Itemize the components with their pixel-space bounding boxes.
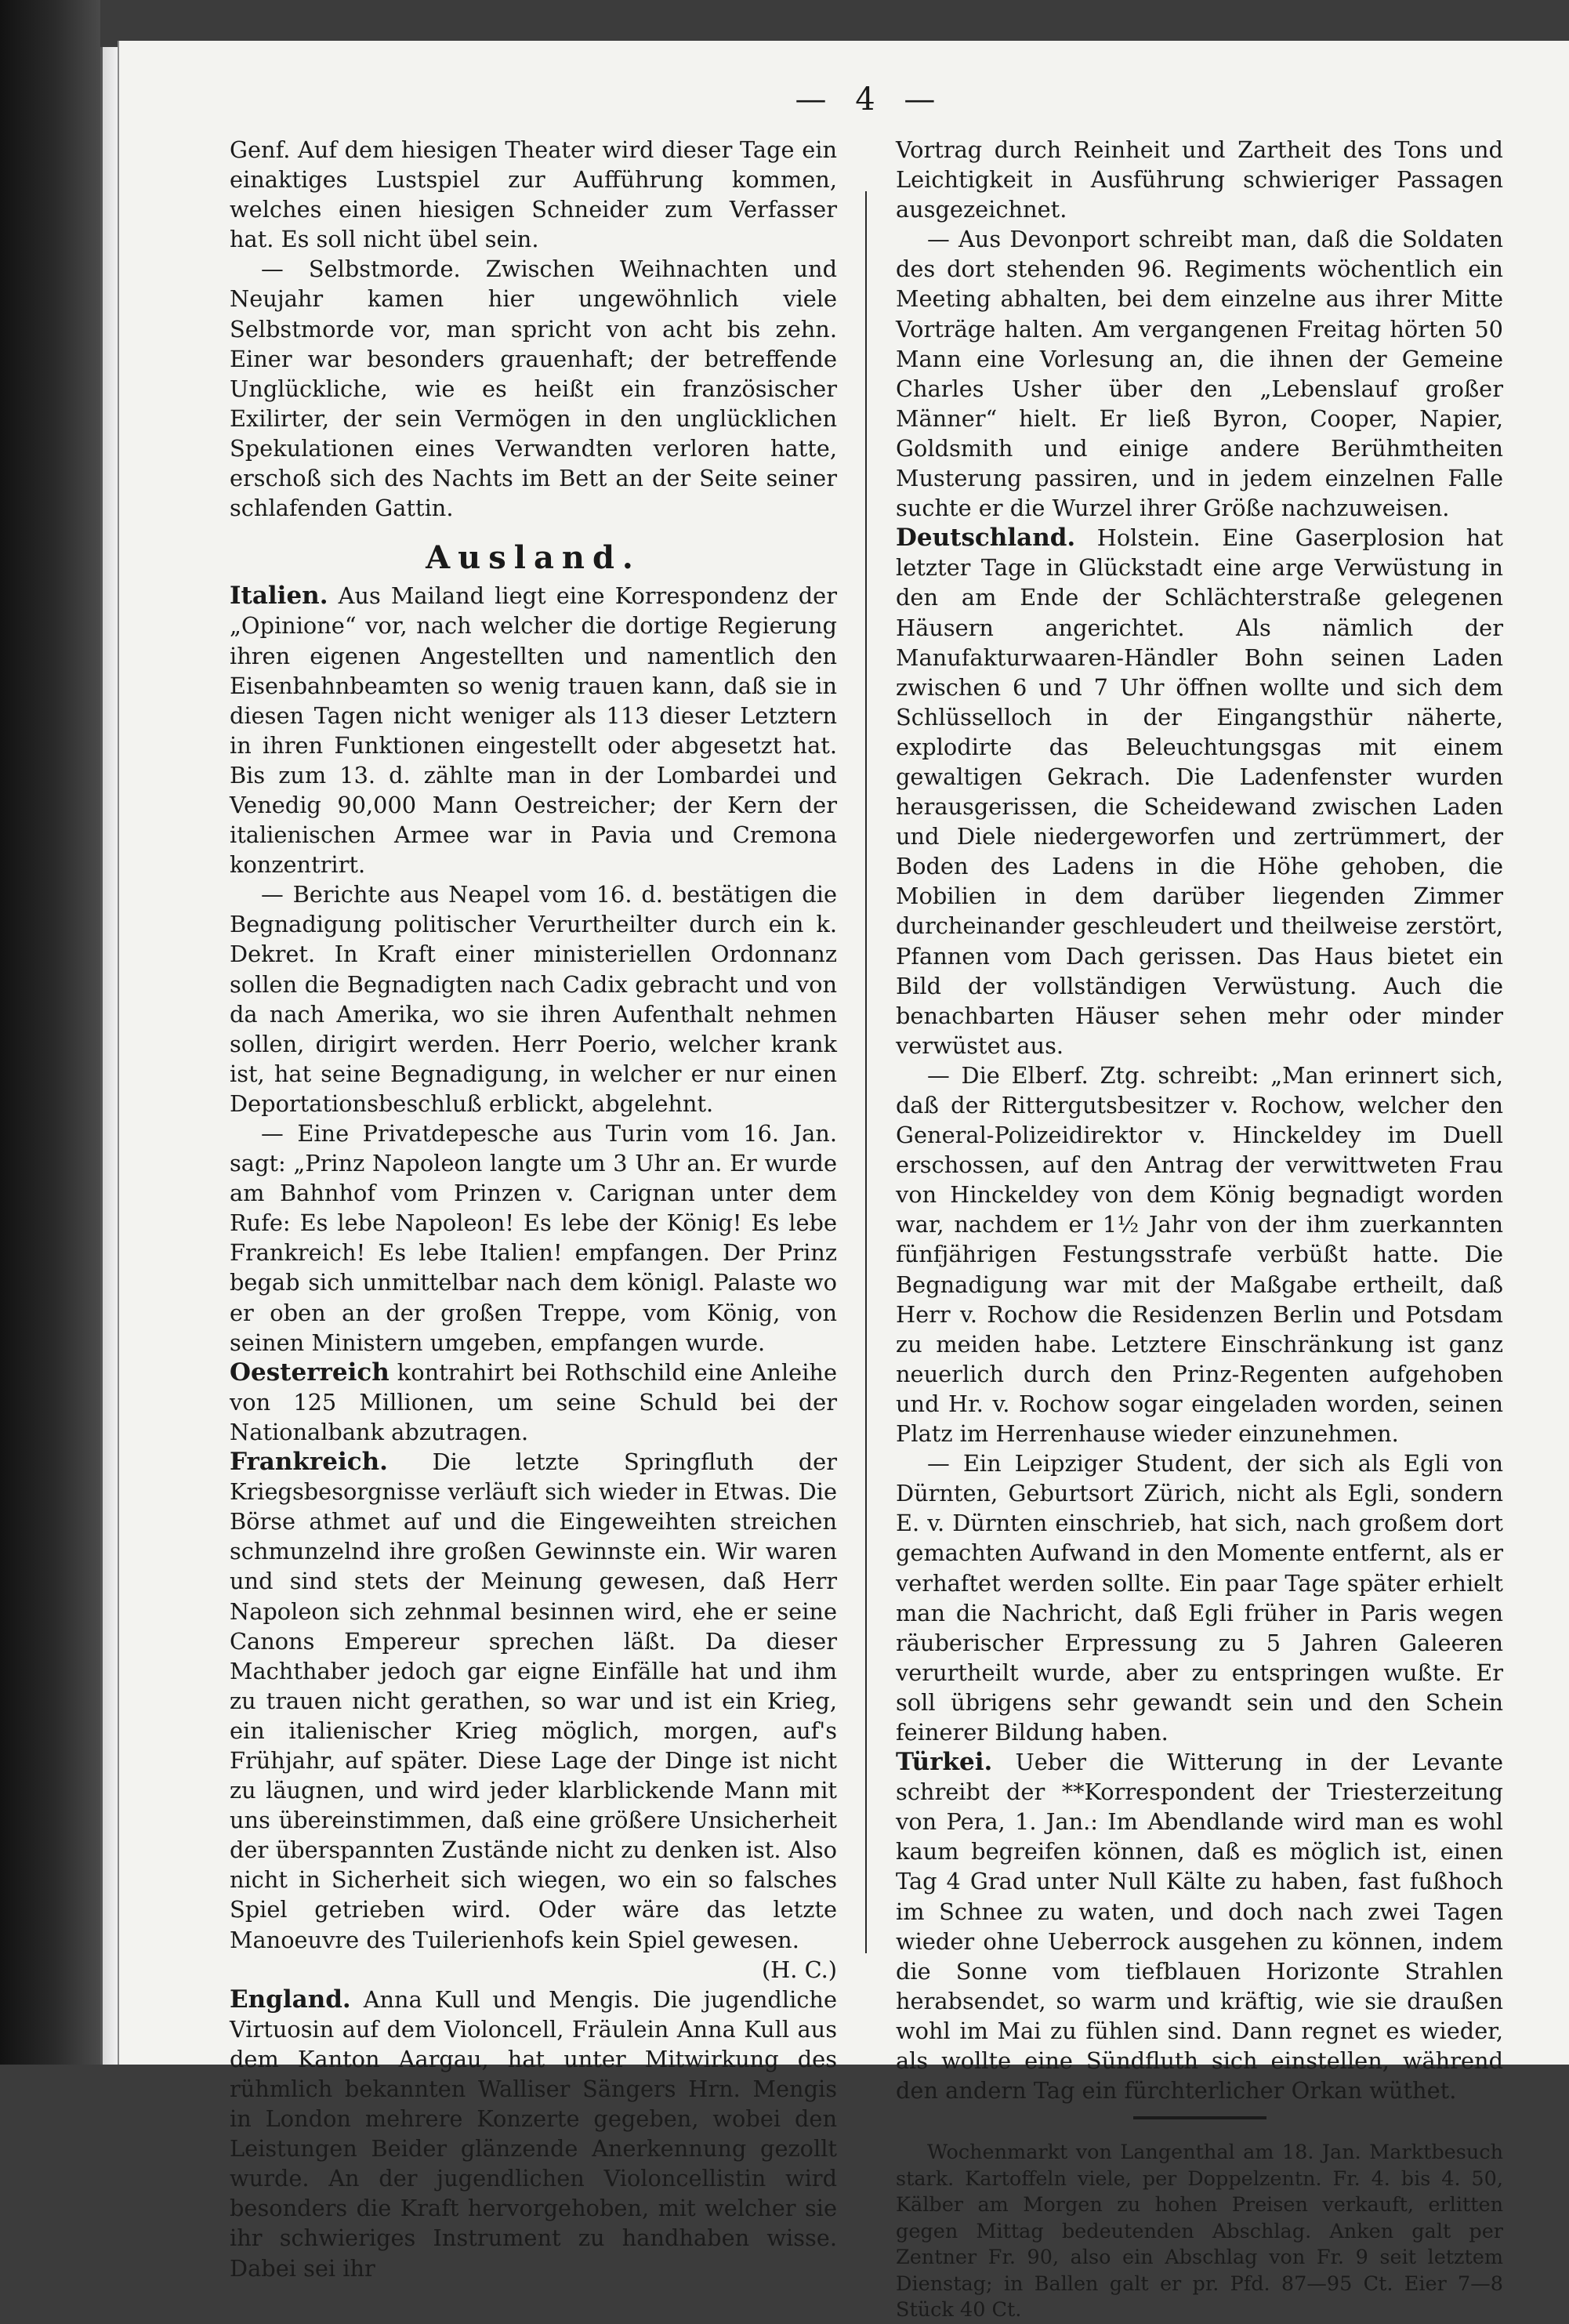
article-deutschland — [896, 523, 1503, 1060]
article-devonport: — Aus Devonport schreibt man, daß die Soldaten des dort stehenden 96. Regiments wöchentlich ein Meeting abhalten, bei dem einzelne aus ihrer Mitte Vorträge halten. Am vergangenen Freitag hörten 50 Mann eine Vorlesung an, die ihnen der Gemeine Charles Usher über den „Lebenslauf großer Männer“ hielt. Er ließ Byron, Cooper, Napier, Goldsmith und einige andere Berühmtheiten Musterung passiren, und in jedem einzelnen Falle suchte er die Wurzel ihrer Größe nachzuweisen. — [896, 226, 1503, 522]
article-neapel: — Berichte aus Neapel vom 16. d. bestätigen die Begnadigung politischer Verurtheilter durch ein k. Dekret. In Kraft einer ministeriellen Ordonnanz sollen die Begnadigten nach Cadix gebracht und von da nach Amerika, wo sie ihren Aufenthalt nehmen sollen, dirigirt werden. Herr Poerio, welcher krank ist, hat seine Begnadigung, in welcher er nur einen Deportationsbeschluß erblickt, abgelehnt. — [230, 881, 837, 1117]
section-heading-ausland: Ausland. — [426, 539, 641, 577]
article-tuerkei — [896, 1747, 1503, 2105]
article-england-text: Anna Kull und Mengis. Die jugendliche Virtuosin auf dem Violoncell, Fräulein Anna Kull aus dem Kanton Aargau, hat unter Mitwirkung des rühmlich bekannten Walliser Sängers Hrn. Mengis in London mehrere Konzerte gegeben, wobei den Leistungen Beider glänzende Anerkennung gezollt wurde. An der jugendlichen Violoncellistin wird besonders die Kraft hervorgehoben, mit welcher sie ihr schwieriges Instrument zu handhaben wisse. Dabei sei ihr — [230, 1985, 837, 2282]
article-leipzig: — Ein Leipziger Student, der sich als Egli von Dürnten, Geburtsort Zürich, nicht als Egli, sondern E. v. Dürnten einschrieb, hat sich, nach großem dort gemachten Aufwand in den Momente entfernt, als er verhaftet werden sollte. Ein paar Tage später erhielt man die Nachricht, daß Egli früher in Paris wegen räuberischer Erpressung zu 5 Jahren Galeeren verurtheilt wurde, aber zu entspringen wußte. Er soll übrigens sehr gewandt sein und den Schein feinerer Bildung haben. — [896, 1450, 1503, 1746]
country-deutschland: Deutschland. — [896, 524, 1076, 553]
article-oesterreich — [230, 1358, 837, 1447]
article-italien — [230, 581, 837, 879]
article-elberf: — Die Elberf. Ztg. schreibt: „Man erinnert sich, daß der Rittergutsbesitzer v. Rochow, welcher den General-Polizeidirektor v. Hinckeldey im Duell erschossen, auf den Antrag der verwittweten Frau von Hinckeldey von dem König begnadigt worden war, nachdem er 1½ Jahr von der ihm zuerkannten fünfjährigen Festungsstrafe verbüßt hatte. Die Begnadigung war mit der Maßgabe ertheilt, daß Herr v. Rochow die Residenzen Berlin und Potsdam zu meiden habe. Letztere Einschränkung ist ganz neuerlich durch den Prinz-Regenten aufgehoben und Hr. v. Rochow sogar eingeladen worden, seinen Platz im Herrenhause wieder einzunehmen. — [896, 1061, 1503, 1448]
country-england: England. — [230, 1985, 351, 2014]
country-oesterreich: Oesterreich — [230, 1358, 390, 1387]
article-wochenmarkt: Wochenmarkt von Langenthal am 18. Jan. Marktbesuch stark. Kartoffeln viele, per Doppelzentn. Fr. 4. bis 4. 50, Kälber am Morgen zu hohen Preisen verkauft, erlitten gegen Mittag bedeutenden Abschlag. Anken galt per Zentner Fr. 90, also ein Abschlag von Fr. 9 seit letztem Dienstag; in Ballen galt er pr. Pfd. 87—95 Ct. Eier 7—8 Stück 40 Ct. — [896, 2141, 1503, 2322]
book-binding — [0, 0, 100, 2065]
article-selbstmorde: — Selbstmorde. Zwischen Weihnachten und Neujahr kamen hier ungewöhnlich viele Selbstmorde vor, man spricht von acht bis zehn. Einer war besonders grauenhaft; der betreffende Unglückliche, wie es heißt ein französischer Exilirter, der sein Vermögen in den unglücklichen Spekulationen eines Verwandten verloren hatte, erschoß sich des Nachts im Bett an der Seite seiner schlafenden Gattin. — [230, 256, 837, 522]
article-signature: (H. C.) — [761, 1956, 837, 1983]
article-england — [230, 1985, 837, 2283]
country-tuerkei: Türkei. — [896, 1748, 993, 1777]
article-frankreich-text: Die letzte Springfluth der Kriegsbesorgnisse verläuft sich wieder in Etwas. Die Börse athmet auf und die Eingeweihten streichen schmunzelnd ihre großen Gewinnste ein. Wir waren und sind stets der Meinung gewesen, daß Herr Napoleon sich zehnmal besinnen wird, ehe er seine Canons Empereur sprechen läßt. Da dieser Machthaber jedoch gar eigne Einfälle hat und ihm zu trauen nicht gerathen, so war und ist ein Krieg, ein italienischer Krieg möglich, morgen, auf's Frühjahr, auf später. Diese Lage der Dinge ist nicht zu läugnen, und wird jeder klarblickende Mann mit uns übereinstimmen, daß eine größere Unsicherheit der überspannten Zustände nicht zu denken ist. Also nicht in Sicherheit sich wiegen, wo ein so falsches Spiel getrieben wird. Oder wäre das letzte Manoeuvre des Tuilerienhofs kein Spiel gewesen. — [230, 1448, 837, 1953]
article-italien-text: Aus Mailand liegt eine Korrespondenz der „Opinione“ vor, nach welcher die dortige Regierung ihren eigenen Angestellten und namentlich den Eisenbahnbeamten so wenig trauen kann, daß sie in diesen Tagen nicht weniger als 113 dieser Letztern in ihren Funktionen eingestellt oder abgesetzt hat. Bis zum 13. d. zählte man in der Lombardei und Venedig 90,000 Mann Oestreicher; der Kern der italienischen Armee war in Pavia und Cremona konzentrirt. — [230, 582, 837, 879]
article-turin: — Eine Privatdepesche aus Turin vom 16. Jan. sagt: „Prinz Napoleon langte um 3 Uhr an. Er wurde am Bahnhof vom Prinzen v. Carignan unter dem Rufe: Es lebe Napoleon! Es lebe der König! Es lebe Frankreich! Es lebe Italien! empfangen. Der Prinz begab sich unmittelbar nach dem königl. Palaste wo er oben an der großen Treppe, vom König, von seinen Ministern umgeben, empfangen wurde. — [230, 1120, 837, 1356]
country-italien: Italien. — [230, 582, 328, 611]
page-number: — 4 — — [795, 82, 945, 118]
left-column — [230, 135, 837, 2282]
article-genf: Genf. Auf dem hiesigen Theater wird dieser Tage ein einaktiges Lustspiel zur Aufführung kommen, welches einen hiesigen Schneider zum Verfasser hat. Es soll nicht übel sein. — [230, 136, 837, 253]
article-frankreich — [230, 1447, 837, 1985]
article-tuerkei-text: Ueber die Witterung in der Levante schreibt der **Korrespondent der Triesterzeitung von Pera, 1. Jan.: Im Abendlande wird man es wohl kaum begreifen können, daß es möglich ist, einen Tag 4 Grad unter Null Kälte zu haben, fast fußhoch im Schnee zu waten, und doch nach zwei Tagen wieder ohne Ueberrock ausgehen zu können, indem die Sonne vom tiefblauen Horizonte Strahlen herabsendet, so warm und kräftig, wie sie draußen wohl im Mai zu fühlen sind. Dann regnet es wieder, als wollte eine Sündfluth sich einstellen, während den andern Tag ein fürchterlicher Orkan wüthet. — [896, 1749, 1503, 2105]
country-frankreich: Frankreich. — [230, 1448, 388, 1477]
right-column — [896, 135, 1503, 2322]
column-divider — [865, 191, 867, 1953]
article-england-cont: Vortrag durch Reinheit und Zartheit des Tons und Leichtigkeit in Ausführung schwieriger Passagen ausgezeichnet. — [896, 136, 1503, 223]
article-oesterreich-text: kontrahirt bei Rothschild eine Anleihe von 125 Millionen, um seine Schuld bei der Nationalbank abzutragen. — [230, 1358, 837, 1445]
article-deutschland-text: Holstein. Eine Gaserplosion hat letzter Tage in Glückstadt eine arge Verwüstung in den am Ende der Schlächterstraße gelegenen Häusern angerichtet. Als nämlich der Manufakturwaaren-Händler Bohn seinen Laden zwischen 6 und 7 Uhr öffnen wollte und sich dem Schlüsselloch in der Eingangsthür näherte, explodirte das Beleuchtungsgas mit einem gewaltigen Gekrach. Die Ladenfenster wurden herausgerissen, die Scheidewand zwischen Laden und Diele niedergeworfen und zertrümmert, der Boden des Ladens in die Höhe gehoben, die Mobilien in dem darüber liegenden Zimmer durcheinander geschleudert und theilweise zerstört, Pfannen vom Dach gerissen. Das Haus bietet ein Bild der vollständigen Verwüstung. Auch die benachbarten Häuser sehen mehr oder minder verwüstet aus. — [896, 524, 1503, 1059]
section-rule — [1133, 2116, 1266, 2119]
